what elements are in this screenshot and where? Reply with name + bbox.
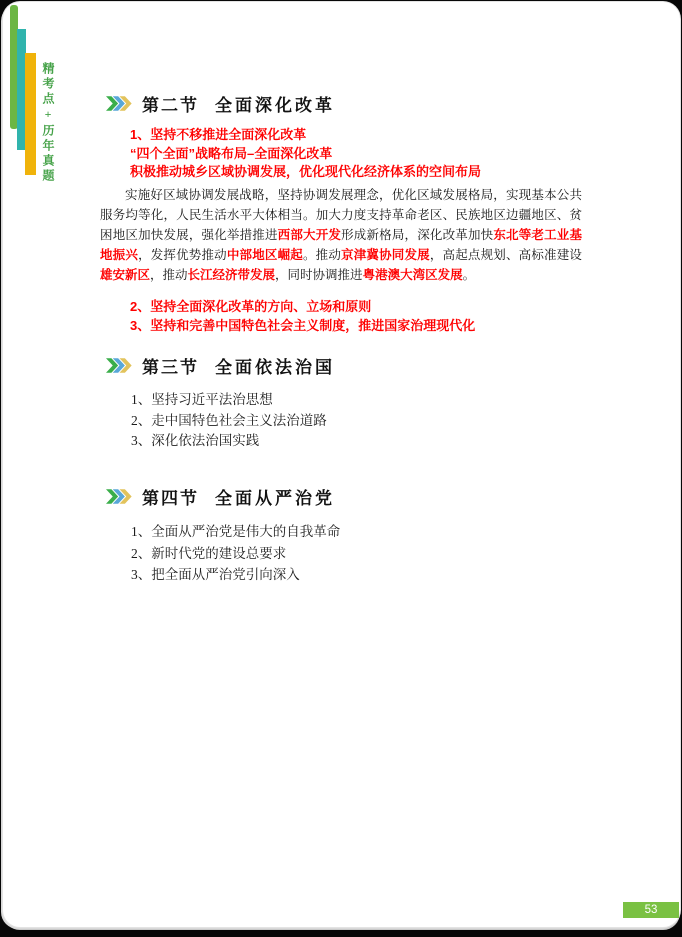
page: [3, 2, 680, 927]
section-number: 第三节: [142, 357, 199, 377]
highlighted-term: 西部大开发: [277, 227, 342, 242]
section-3-header: [100, 352, 582, 378]
sidebar-vertical-label: 精考点+历年真题: [41, 62, 55, 184]
key-point: 2、坚持全面深化改革的方向、立场和原则: [130, 299, 372, 315]
highlighted-term: 长江经济带发展: [187, 268, 276, 283]
body-text: ，同时协调推进: [275, 268, 363, 283]
key-points-intro: [130, 126, 582, 182]
outline-item: 3、把全面从严治党引向深入: [131, 567, 300, 583]
outline-item: 1、全面从严治党是伟大的自我革命: [131, 524, 341, 539]
body-text: 形成新格局，深化改革加快: [341, 227, 494, 242]
outline-item: 2、走中国特色社会主义法治道路: [131, 412, 327, 428]
section-2: [100, 90, 582, 335]
body-text: ，推动: [150, 268, 188, 283]
section-title: 全面从严治党: [215, 488, 335, 508]
outline-list: [131, 521, 582, 586]
key-points-list: [130, 298, 582, 335]
highlighted-term: 雄安新区: [100, 268, 151, 283]
body-text: ，高起点规划、高标准建设: [429, 248, 582, 263]
body-text: ，发挥优势推动: [138, 248, 227, 263]
section-number: 第二节: [142, 95, 199, 115]
key-point: 3、坚持和完善中国特色社会主义制度，推进国家治理现代化: [130, 317, 476, 333]
body-text: 。: [462, 268, 476, 283]
key-point: 积极推动城乡区域协调发展，优化现代化经济体系的空间布局: [130, 164, 482, 179]
highlighted-term: 粤港澳大湾区发展: [362, 268, 463, 283]
highlighted-term: 京津冀协同发展: [341, 248, 430, 263]
body-text: 。推动: [303, 248, 342, 263]
highlighted-term: 东北等老工业基地振兴: [100, 227, 582, 263]
outline-item: 1、坚持习近平法治思想: [131, 392, 273, 407]
section-4-header: [100, 483, 582, 509]
section-title: 全面依法治国: [215, 357, 335, 377]
section-4: [100, 483, 582, 586]
triple-chevron-icon: [106, 489, 133, 504]
section-number: 第四节: [142, 488, 199, 508]
outline-item: 3、深化依法治国实践: [131, 433, 260, 449]
key-point: “四个全面”战略布局–全面深化改革: [130, 145, 333, 161]
section-title: 全面深化改革: [215, 95, 335, 115]
highlighted-term: 中部地区崛起: [226, 248, 303, 263]
body-paragraph: [100, 185, 582, 286]
outline-list: [131, 390, 582, 452]
section-3: [100, 352, 582, 452]
page-number: 53: [644, 904, 658, 916]
triple-chevron-icon: [106, 358, 133, 373]
outline-item: 2、新时代党的建设总要求: [131, 545, 287, 561]
body-text: 实施好区域协调发展战略，坚持协调发展理念，优化区域发展格局，实现基本公共服务均等化，人民生活水平大体相当。加大力度支持革命老区、民族地区边疆地区、贫困地区加快发展，强化举措推进: [100, 187, 582, 242]
section-2-header: [100, 90, 582, 116]
sidebar-bar-yellow: [25, 53, 36, 175]
page-number-badge: [623, 902, 679, 918]
triple-chevron-icon: [106, 96, 133, 111]
key-point: 1、坚持不移推进全面深化改革: [130, 127, 307, 142]
